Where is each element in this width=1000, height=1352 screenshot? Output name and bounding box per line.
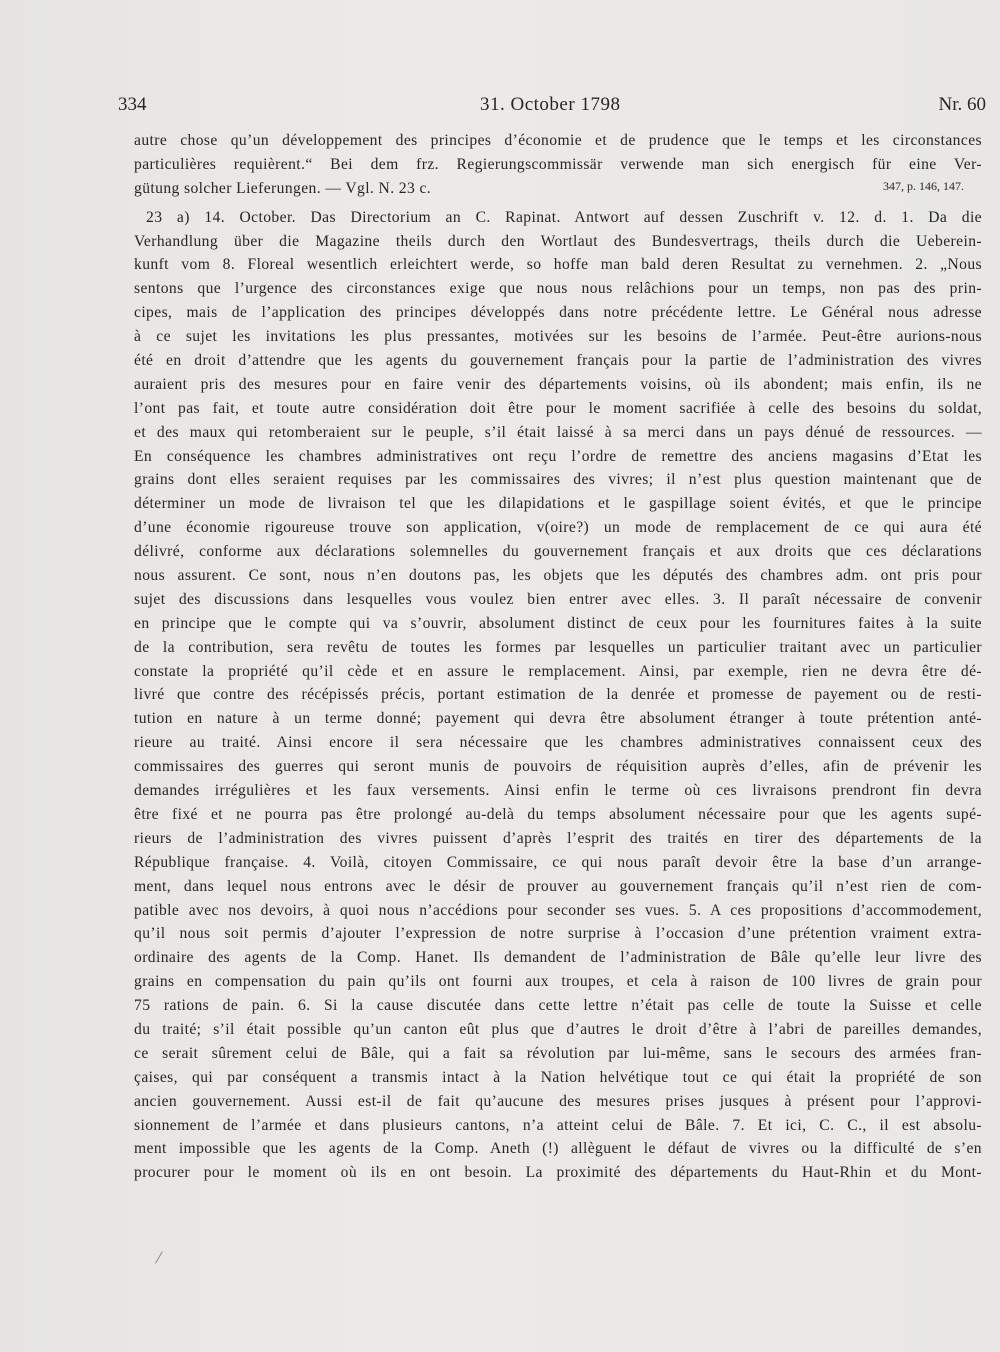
text-line: grains en compensation du pain qu’ils ont fourni aux troupes, et cela à raison de 100 livres de grain pour bbox=[134, 973, 982, 991]
paragraph-entry-23a bbox=[134, 206, 982, 1186]
text-line bbox=[134, 177, 982, 201]
text-line: déterminer un mode de livraison tel que les dilapidations et le gaspillage soient évités, et que le principe bbox=[134, 495, 982, 513]
text-line: autre chose qu’un développement des principes d’économie et de prudence que le temps et les circonstances bbox=[134, 132, 982, 149]
text-line: commissaires des guerres qui seront munis de pouvoirs de réquisition auprès d’elles, afin de prévenir les bbox=[134, 758, 982, 776]
text-line: et des maux qui retomberaient sur le peuple, s’il était laissé à sa merci dans un pays dénué de ressources. — bbox=[134, 423, 982, 441]
text-line: été en droit d’attendre que les agents du gouvernement français pour la partie de l’administration des vivres bbox=[134, 352, 982, 370]
body-text bbox=[134, 129, 982, 1185]
document-number: Nr. 60 bbox=[938, 94, 986, 115]
text-line: ment impossible que les agents de la Comp. Aneth (!) allèguent le défaut de vivres ou la difficulté de s’en bbox=[134, 1140, 982, 1158]
text-line: rieurs de l’administration des vivres puissent d’après l’esprit des traités en tirer des départements de la bbox=[134, 829, 982, 847]
text-line: délivré, conforme aux déclarations solemnelles du gouvernement français et aux droits que ces déclarations bbox=[134, 543, 982, 561]
text-line: du traité; s’il était possible qu’un canton eût plus que d’autres le droit d’être à l’abri de pareilles demandes, bbox=[134, 1020, 982, 1038]
text-line: sujet des discussions dans lesquelles vous voulez bien entrer avec elles. 3. Il paraît nécessaire de convenir bbox=[134, 590, 982, 608]
text-line: à ce sujet les invitations les plus pressantes, motivées sur les besoins de l’armée. Peut-être aurions-nous bbox=[134, 328, 982, 346]
text-line: qu’il nous soit permis d’ajouter l’expression de notre surprise à l’occasion d’une prétention vraiment extra- bbox=[134, 925, 982, 943]
text-line: rieure au traité. Ainsi encore il sera nécessaire que les chambres administratives connaissent ceux des bbox=[134, 734, 982, 752]
text-line: être fixé et ne pourra pas être prolongé au-delà du temps absolument nécessaire pour que les agents supé- bbox=[134, 805, 982, 823]
text-line: constate la propriété qu’il cède et en assure le remplacement. Ainsi, par exemple, rien ne devra être dé- bbox=[134, 662, 982, 680]
text-line: Verhandlung über die Magazine theils durch den Wortlaut des Bundesvertrags, theils durch die Ueberein- bbox=[134, 232, 982, 250]
page-reference-note: 347, p. 146, 147. bbox=[883, 178, 964, 193]
text-line: auraient pris des mesures pour en faire venir des départements voisins, où ils abondent; mais enfin, ils ne bbox=[134, 375, 982, 393]
text-line: en principe que le compte qui va s’ouvrir, absolument distinct de ceux pour les fournitures faites à la suite bbox=[134, 614, 982, 632]
text-line-content: gütung solcher Lieferungen. — Vgl. N. 23 c. bbox=[134, 179, 432, 197]
text-line: cipes, mais de l’application des principes développés dans notre précédente lettre. Le Général nous adresse bbox=[134, 304, 982, 322]
text-line: grains dont elles seraient requises par les commissaires des vivres; il n’est plus question maintenant que de bbox=[134, 471, 982, 489]
text-line: nous assurent. Ce sont, nous n’en doutons pas, les objets que les députés des chambres adm. ont pris pour bbox=[134, 567, 982, 585]
running-head bbox=[118, 94, 986, 118]
text-line: ancien gouvernement. Aussi est-il de fait qu’aucune des mesures prises jusques à présent pour l’approvi- bbox=[134, 1092, 982, 1110]
text-line: livré que contre des récépissés précis, portant estimation de la denrée et promesse de payement ou de resti- bbox=[134, 686, 982, 704]
text-line: sionnement de l’armée et dans plusieurs cantons, n’a atteint celui de Bâle. 7. Et ici, C. C., il est absolu- bbox=[134, 1116, 982, 1134]
text-line: l’ont pas fait, et toute autre considération doit être pour le moment sacrifiée à celle des besoins du soldat, bbox=[134, 399, 982, 417]
text-line: de la contribution, sera revêtu de toutes les formes par lesquelles un particulier traitant avec un particulier bbox=[134, 638, 982, 656]
page-number: 334 bbox=[118, 94, 147, 115]
text-line: patible avec nos devoirs, à quoi nous n’accédions pour seconder ses vues. 5. A ces propositions d’accommodement, bbox=[134, 901, 982, 919]
text-line: ment, dans lequel nous entrons avec le désir de prouver au gouvernement français qu’il n’est rien de com- bbox=[134, 877, 982, 895]
text-line: 75 rations de pain. 6. Si la cause discutée dans cette lettre n’était pas celle de toute la Suisse et celle bbox=[134, 997, 982, 1015]
text-line: En conséquence les chambres administratives ont reçu l’ordre de remettre des anciens magasins d’Etat les bbox=[134, 447, 982, 465]
text-line: demandes irrégulières et les faux versements. Ainsi enfin le terme où ces livraisons prendront fin devra bbox=[134, 782, 982, 800]
paragraph-continuation bbox=[134, 129, 982, 201]
text-line: ce serait sûrement celui de Bâle, qui a fait sa révolution par lui-même, sans le secours des armées fran- bbox=[134, 1044, 982, 1062]
text-line: kunft vom 8. Floreal wesentlich erleichtert werde, so hoffe man bald deren Resultat zu vernehmen. 2. „Nous bbox=[134, 256, 982, 274]
text-line: République française. 4. Voilà, citoyen Commissaire, ce qui nous paraît devoir être la base d’un arrange- bbox=[134, 853, 982, 871]
text-line: particulières requièrent.“ Bei dem frz. Regierungscommissär verwende man sich energisch für eine Ver- bbox=[134, 155, 982, 173]
text-line: ordinaire des agents de la Comp. Hanet. Ils demandent de l’administration de Bâle qu’elle leur livre des bbox=[134, 949, 982, 967]
text-line: tution en nature à un terme donné; payement qui devra être absolument étranger à toute prétention anté- bbox=[134, 710, 982, 728]
text-line: procurer pour le moment où ils en ont besoin. La proximité des départements du Haut-Rhin et du Mont- bbox=[134, 1164, 982, 1182]
text-line: sentons que l’urgence des circonstances exige que nous nous relâchions pour un temps, non pas des prin- bbox=[134, 280, 982, 298]
text-line: 23 a) 14. October. Das Directorium an C. Rapinat. Antwort auf dessen Zuschrift v. 12. d. 1. Da die bbox=[146, 208, 982, 226]
header-date: 31. October 1798 bbox=[480, 94, 621, 115]
margin-mark bbox=[155, 1251, 168, 1267]
text-line: d’une économie rigoureuse trouve son application, v(oire?) un mode de remplacement de ce qui aura été bbox=[134, 519, 982, 537]
text-line: çaises, qui par conséquent a transmis intact à la Nation helvétique tout ce qui était la propriété de son bbox=[134, 1068, 982, 1086]
